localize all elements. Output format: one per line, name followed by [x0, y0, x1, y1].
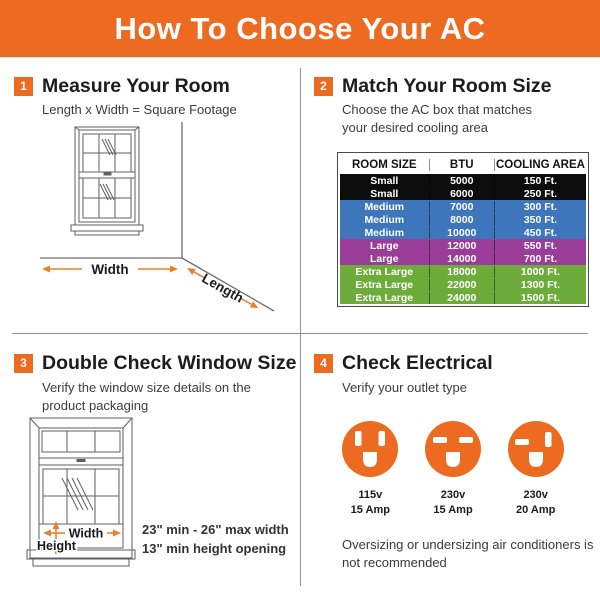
table-cell: Small [370, 187, 399, 200]
outlet-115v-icon [341, 420, 399, 478]
outlet-slot [515, 439, 529, 445]
table-header-cell: BTU [429, 159, 495, 171]
table-cell: 12000 [429, 240, 495, 252]
outlet-230v-15a-icon [424, 420, 482, 478]
table-header-cell: ROOM SIZE [352, 158, 417, 171]
table-cell: Large [369, 252, 399, 265]
outlet-slot [459, 437, 473, 443]
outlet-ground-slot [529, 452, 543, 467]
step1-number-badge: 1 [14, 77, 33, 96]
table-cell: 700 Ft. [523, 252, 558, 265]
step2-number-badge: 2 [314, 77, 333, 96]
outlet-slot [433, 437, 447, 443]
outlet-ground-slot [363, 452, 377, 467]
table-row [340, 200, 586, 213]
table-cell: 1300 Ft. [520, 278, 561, 291]
table-cell: 300 Ft. [523, 200, 558, 213]
table-cell: Extra Large [355, 278, 414, 291]
table-row [340, 226, 586, 239]
outlet-230v-20amp [497, 420, 574, 519]
table-row [340, 265, 586, 278]
table-cell: 22000 [429, 279, 495, 291]
table-cell: 350 Ft. [523, 213, 558, 226]
outlet-amps: 20 Amp [516, 504, 556, 517]
table-row [340, 213, 586, 226]
outlet-230v-15amp [415, 420, 492, 519]
step4-title: Check Electrical [342, 352, 493, 374]
table-cell: 1500 Ft. [520, 291, 561, 304]
window-size-illustration [26, 416, 138, 578]
step3-subtitle: Verify the window size details on the product packaging [42, 380, 251, 414]
room-corner-illustration [12, 122, 288, 317]
step3-number-badge: 3 [14, 354, 33, 373]
step1-title: Measure Your Room [42, 75, 230, 97]
step4-number-badge: 4 [314, 354, 333, 373]
table-cell: 250 Ft. [523, 187, 558, 200]
table-cell: 14000 [429, 253, 495, 265]
window-drawing [71, 127, 143, 235]
outlet-voltage: 115v [358, 489, 383, 501]
width-arrow [42, 262, 178, 277]
table-cell: 7000 [429, 201, 495, 213]
room-size-table-header [340, 155, 586, 174]
window-width-label: Width [68, 526, 104, 541]
table-row [340, 278, 586, 291]
table-cell: 5000 [429, 175, 495, 187]
step4-subtitle: Verify your outlet type [342, 380, 468, 395]
table-cell: 1000 Ft. [520, 265, 561, 278]
length-label: Length [199, 270, 247, 306]
table-cell: 10000 [429, 227, 495, 239]
step2-title: Match Your Room Size [342, 75, 552, 97]
outlet-voltage: 230v [523, 489, 548, 501]
room-size-table-body [340, 174, 586, 304]
outlet-slot [545, 432, 552, 447]
table-cell: 24000 [429, 292, 495, 304]
table-cell: Large [369, 239, 399, 252]
table-cell: Extra Large [355, 265, 414, 278]
table-row [340, 174, 586, 187]
outlet-slot [355, 431, 362, 446]
table-cell: Medium [364, 200, 405, 213]
table-row [340, 291, 586, 304]
outlet-amps: 15 Amp [433, 504, 473, 517]
table-header-cell: COOLING AREA [495, 158, 585, 171]
table-cell: 6000 [429, 188, 495, 200]
window-size-note-line1: 23" min - 26" max width [142, 522, 289, 537]
sizing-recommendation-note: Oversizing or undersizing air conditioners is not recommended [342, 537, 594, 571]
outlet-230v-15a-label [415, 488, 492, 519]
width-label: Width [91, 262, 129, 277]
window-size-note [142, 521, 289, 559]
outlet-icons-row [332, 420, 580, 519]
length-arrow [183, 261, 262, 314]
outlet-slot [379, 431, 386, 446]
step3-title: Double Check Window Size [42, 352, 297, 374]
table-cell: 450 Ft. [523, 226, 558, 239]
divider-vertical [300, 68, 301, 586]
outlet-115v-15amp [332, 420, 409, 519]
table-cell: Small [370, 174, 399, 187]
table-cell: 550 Ft. [523, 239, 558, 252]
outlet-amps: 15 Amp [350, 504, 390, 517]
room-size-table [337, 152, 589, 307]
table-row [340, 252, 586, 265]
window-size-note-line2: 13" min height opening [142, 540, 287, 556]
table-cell: Medium [364, 226, 405, 239]
table-cell: Medium [364, 213, 405, 226]
outlet-voltage: 230v [440, 489, 466, 501]
table-cell: 8000 [429, 214, 495, 226]
table-cell: Extra Large [355, 291, 414, 304]
outlet-115v-label [332, 488, 409, 519]
table-row [340, 239, 586, 252]
divider-horizontal [12, 333, 588, 334]
table-row [340, 187, 586, 200]
table-cell: 18000 [429, 266, 495, 278]
header-banner [0, 0, 600, 58]
step2-subtitle: Choose the AC box that matches your desired cooling area [342, 102, 533, 136]
page-title: How To Choose Your AC [114, 11, 486, 46]
outlet-230v-20a-label [497, 488, 574, 519]
step1-subtitle: Length x Width = Square Footage [42, 102, 237, 117]
table-cell: 150 Ft. [523, 174, 558, 187]
outlet-ground-slot [446, 452, 460, 467]
window-height-label: Height [37, 539, 76, 553]
outlet-230v-20a-icon [507, 420, 565, 478]
